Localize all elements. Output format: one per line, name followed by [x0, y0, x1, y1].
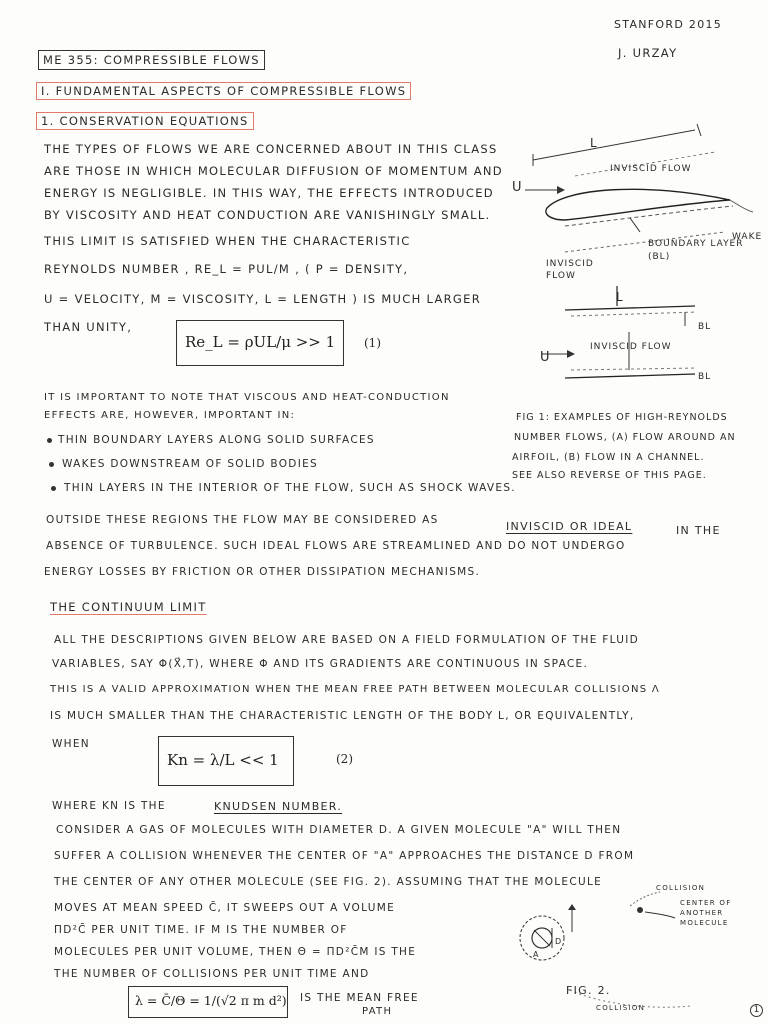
bullet-dot — [47, 438, 52, 443]
figure-1-label-length: L — [590, 136, 598, 150]
knudsen-number-term: KNUDSEN NUMBER. — [214, 800, 343, 813]
inviscid-ideal-phrase: INVISCID OR IDEAL — [506, 520, 633, 533]
figure-1-caption-line: AIRFOIL, (B) FLOW IN A CHANNEL. — [512, 452, 705, 463]
molecule-line: THE CENTER OF ANY OTHER MOLECULE (SEE FIG. 2). ASSUMING THAT THE MOLECULE — [54, 876, 603, 888]
bullet-dot — [51, 486, 56, 491]
figure-2-label-diameter: D — [555, 937, 563, 946]
molecule-line: MOVES AT MEAN SPEED C̄, IT SWEEPS OUT A VOLUME — [54, 902, 396, 914]
outside-line: OUTSIDE THESE REGIONS THE FLOW MAY BE CONSIDERED AS — [46, 514, 439, 526]
equation-2: Kn = λ/L << 1 — [167, 751, 279, 769]
author-name: J. URZAY — [618, 46, 678, 60]
intro-line: U = VELOCITY, Μ = VISCOSITY, L = LENGTH ) IS MUCH LARGER — [44, 292, 482, 306]
continuum-line: THIS IS A VALID APPROXIMATION WHEN THE MEAN FREE PATH BETWEEN MOLECULAR COLLISIONS Λ — [50, 684, 661, 695]
figure-2-label-collision-bottom: COLLISION — [596, 1004, 646, 1012]
section-title: I. FUNDAMENTAL ASPECTS OF COMPRESSIBLE FLOWS — [36, 82, 411, 100]
figure-1-label-bl-top: BL — [698, 322, 712, 332]
continuum-title: THE CONTINUUM LIMIT — [50, 600, 207, 614]
figure-1-label-wake: WAKE — [732, 232, 763, 242]
bullet-item: WAKES DOWNSTREAM OF SOLID BODIES — [62, 458, 318, 470]
intro-line: REYNOLDS NUMBER , RE_L = ΡUL/Μ , ( Ρ = DENSITY, — [44, 262, 409, 276]
figure-1-label-inviscid-top: INVISCID FLOW — [610, 164, 692, 174]
continuum-line: IS MUCH SMALLER THAN THE CHARACTERISTIC LENGTH OF THE BODY L, OR EQUIVALENTLY, — [50, 710, 635, 722]
page-number: 1 — [750, 1004, 763, 1017]
molecule-line: MOLECULES PER UNIT VOLUME, THEN Θ = ΠD²C̄M IS THE — [54, 946, 417, 958]
molecule-line: SUFFER A COLLISION WHENEVER THE CENTER OF "A" APPROACHES THE DISTANCE D FROM — [54, 850, 635, 862]
continuum-line: WHEN — [52, 738, 90, 750]
figure-2-label-molecule: A — [533, 950, 540, 959]
figure-1-label-inviscid-mid: INVISCID FLOW — [590, 342, 672, 352]
intro-line: ENERGY IS NEGLIGIBLE. IN THIS WAY, THE EFFECTS INTRODUCED — [44, 186, 494, 200]
equation-3-suffix: IS THE MEAN FREE — [300, 992, 419, 1004]
figure-2-label-center-other: CENTER OF ANOTHER MOLECULE — [680, 899, 732, 927]
molecule-line: ΠD²C̄ PER UNIT TIME. IF M IS THE NUMBER OF — [54, 924, 348, 936]
intro-line: ARE THOSE IN WHICH MOLECULAR DIFFUSION OF MOMENTUM AND — [44, 164, 503, 178]
figure-1-label-channel-length: L — [616, 290, 624, 304]
subsection-title: 1. CONSERVATION EQUATIONS — [36, 112, 254, 130]
figure-2-label-collision-top: COLLISION — [656, 884, 706, 892]
equation-3-suffix: PATH — [362, 1006, 393, 1017]
effects-line: EFFECTS ARE, HOWEVER, IMPORTANT IN: — [44, 410, 296, 421]
knudsen-prefix: WHERE KN IS THE — [52, 800, 166, 812]
molecule-line: CONSIDER A GAS OF MOLECULES WITH DIAMETER D. A GIVEN MOLECULE "A" WILL THEN — [56, 824, 622, 836]
equation-3: λ = C̄/Θ = 1/(√2 π m d²) — [135, 993, 287, 1008]
equation-1-box — [176, 320, 344, 366]
equation-1-label: (1) — [364, 336, 381, 350]
figure-1-label-boundary-layer: BOUNDARY LAYER (BL) — [648, 239, 744, 262]
figure-1-label-velocity: U — [512, 180, 523, 195]
bullet-item: THIN LAYERS IN THE INTERIOR OF THE FLOW, SUCH AS SHOCK WAVES. — [64, 482, 516, 494]
figure-1-label-bl-bottom: BL — [698, 372, 712, 382]
figure-2-caption: FIG. 2. — [566, 984, 611, 997]
outside-line: ENERGY LOSSES BY FRICTION OR OTHER DISSIPATION MECHANISMS. — [44, 566, 481, 578]
figure-1-label-velocity-2: U — [540, 350, 551, 365]
continuum-line: VARIABLES, SAY Φ(X⃗,T), WHERE Φ AND ITS GRADIENTS ARE CONTINUOUS IN SPACE. — [52, 658, 589, 670]
continuum-line: ALL THE DESCRIPTIONS GIVEN BELOW ARE BASED ON A FIELD FORMULATION OF THE FLUID — [54, 634, 640, 646]
bullet-item: THIN BOUNDARY LAYERS ALONG SOLID SURFACES — [58, 434, 375, 446]
effects-line: IT IS IMPORTANT TO NOTE THAT VISCOUS AND HEAT-CONDUCTION — [44, 392, 450, 403]
course-title: ME 355: COMPRESSIBLE FLOWS — [38, 50, 265, 70]
figure-1-caption-line: SEE ALSO REVERSE OF THIS PAGE. — [512, 470, 707, 481]
bullet-dot — [49, 462, 54, 467]
intro-line: THE TYPES OF FLOWS WE ARE CONCERNED ABOUT IN THIS CLASS — [44, 142, 498, 156]
outside-line: ABSENCE OF TURBULENCE. SUCH IDEAL FLOWS ARE STREAMLINED AND DO NOT UNDERGO — [46, 540, 626, 552]
equation-3-box — [128, 986, 288, 1018]
intro-line: THIS LIMIT IS SATISFIED WHEN THE CHARACTERISTIC — [44, 234, 411, 248]
intro-line: THAN UNITY, — [44, 320, 133, 334]
molecule-line: THE NUMBER OF COLLISIONS PER UNIT TIME AND — [54, 968, 370, 980]
figure-1-caption-line: FIG 1: EXAMPLES OF HIGH-REYNOLDS — [516, 412, 728, 423]
equation-1: Re_L = ρUL/μ >> 1 — [185, 333, 336, 351]
figure-1-label-inviscid-left: INVISCID FLOW — [546, 259, 594, 281]
equation-2-box — [158, 736, 294, 786]
figure-1-caption-line: NUMBER FLOWS, (A) FLOW AROUND AN — [514, 432, 736, 443]
equation-2-label: (2) — [336, 752, 353, 766]
intro-line: BY VISCOSITY AND HEAT CONDUCTION ARE VANISHINGLY SMALL. — [44, 208, 491, 222]
in-the-text: IN THE — [676, 524, 721, 537]
institution-stamp: STANFORD 2015 — [614, 18, 723, 31]
